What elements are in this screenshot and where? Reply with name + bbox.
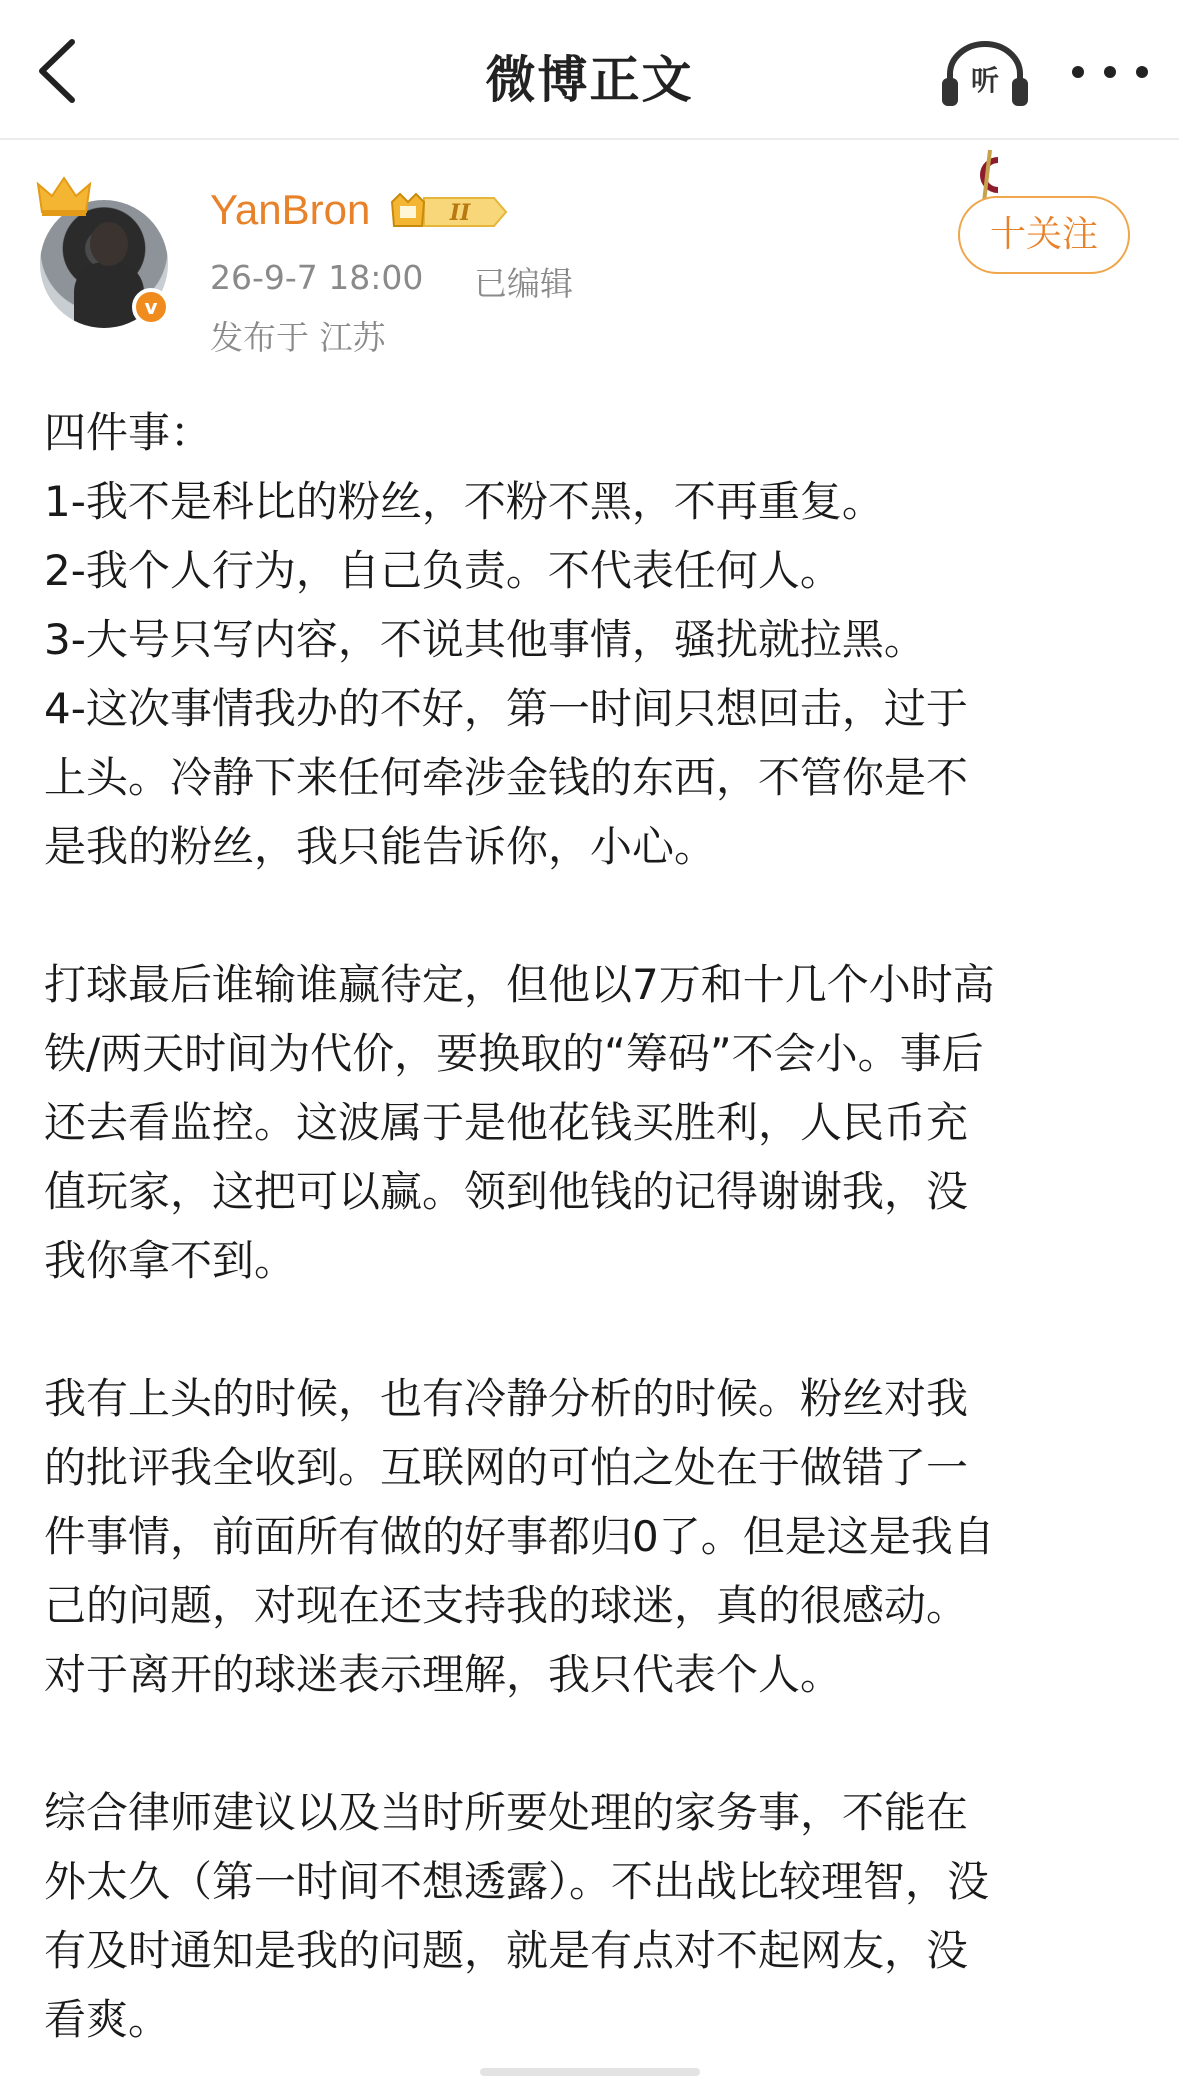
text-line: 打球最后谁输谁赢待定，但他以7万和十几个小时高 [44,960,995,1009]
paragraph-gap [44,1709,1144,1778]
text-line: 对于离开的球迷表示理解，我只代表个人。 [44,1650,843,1699]
follow-button[interactable]: 十关注 [958,196,1130,274]
text-line: 3-大号只写内容，不说其他事情，骚扰就拉黑。 [44,615,926,664]
text-line: 己的问题，对现在还支持我的球迷，真的很感动。 [44,1581,969,1630]
text-line: 我有上头的时候，也有冷静分析的时候。粉丝对我 [44,1374,969,1423]
post-time: 26-9-7 18:00 [210,258,424,297]
avatar[interactable] [36,174,174,324]
paragraph [44,1778,1144,2054]
page-title: 微博正文 [485,51,694,109]
post-location: 发布于 江苏 [210,318,386,357]
text-line: 2-我个人行为，自己负责。不代表任何人。 [44,546,842,595]
text-line: 有及时通知是我的问题，就是有点对不起网友，没 [44,1926,969,1975]
text-line: 4-这次事情我办的不好，第一时间只想回击，过于 [44,684,968,733]
text-line: 上头。冷静下来任何牵涉金钱的东西，不管你是不 [44,753,969,802]
edited-label[interactable]: 已编辑 [474,264,573,303]
post-header [0,140,1179,380]
post-body [44,398,1144,2054]
text-line: 铁/两天时间为代价，要换取的“筹码”不会小。事后 [44,1029,984,1078]
listen-label: 听 [970,64,1000,97]
rank-badge-icon[interactable] [390,190,510,234]
text-line: 值玩家，这把可以赢。领到他钱的记得谢谢我，没 [44,1167,969,1216]
rank-badge-label: II [449,200,471,226]
verified-badge-icon: v [132,288,170,326]
text-line: 的批评我全收到。互联网的可怕之处在于做错了一 [44,1443,969,1492]
paragraph-gap [44,881,1144,950]
headphones-icon[interactable] [940,38,1030,108]
paragraph-gap [44,1295,1144,1364]
text-line: 四件事： [44,408,213,457]
paragraph [44,398,1144,881]
author-name[interactable]: YanBron [210,186,371,233]
paragraph [44,950,1144,1295]
text-line: 看爽。 [44,1995,171,2044]
paragraph [44,1364,1144,1709]
text-line: 还去看监控。这波属于是他花钱买胜利，人民币充 [44,1098,969,1147]
text-line: 件事情，前面所有做的好事都归0了。但是这是我自 [44,1512,995,1561]
more-dots-icon[interactable] [1060,52,1160,92]
top-nav-bar [0,0,1179,140]
text-line: 1-我不是科比的粉丝，不粉不黑，不再重复。 [44,477,884,526]
text-line: 外太久（第一时间不想透露）。不出战比较理智，没 [44,1857,990,1906]
text-line: 是我的粉丝，我只能告诉你，小心。 [44,822,717,871]
text-line: 综合律师建议以及当时所要处理的家务事，不能在 [44,1788,969,1837]
scroll-indicator[interactable] [480,2068,700,2076]
crown-icon [36,174,92,218]
text-line: 我你拿不到。 [44,1236,297,1285]
